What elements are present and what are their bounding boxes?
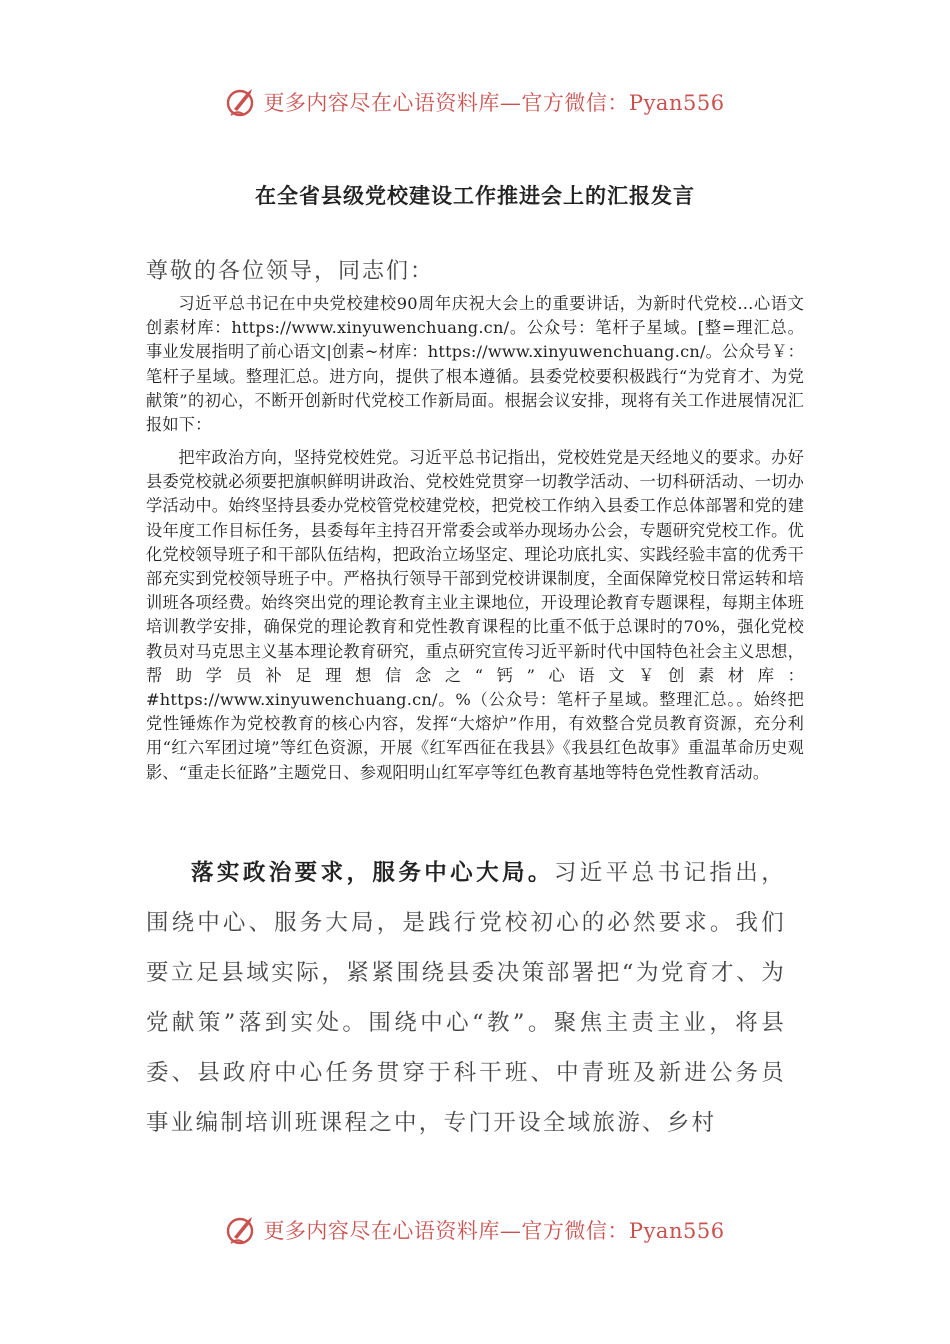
banner-text: 更多内容尽在心语资料库—官方微信：Pyan556 — [263, 91, 725, 115]
paragraph-3-body: 习近平总书记指出，围绕中心、服务大局，是践行党校初心的必然要求。我们要立足县域实际，紧紧围绕县委决策部署把“为党育才、为党献策”落到实处。围绕中心“教”。聚焦主责主业，将县委、县政府中心任务贯穿于科干班、中青班及新进公务员事业编制培训班课程之中，专门开设全域旅游、乡村 — [146, 860, 787, 1136]
footer-banner — [0, 1210, 950, 1250]
pen-circle-logo-icon — [225, 85, 259, 119]
pen-circle-logo-icon — [225, 1213, 259, 1247]
paragraph-2: 把牢政治方向，坚持党校姓党。习近平总书记指出，党校姓党是天经地义的要求。办好县委党校就必须要把旗帜鲜明讲政治、党校姓党贯穿一切教学活动、一切科研活动、一切办学活动中。始终坚持县委办党校管党校建党校，把党校工作纳入县委工作总体部署和党的建设年度工作目标任务，县委每年主持召开常委会或举办现场办公会，专题研究党校工作。优化党校领导班子和干部队伍结构，把政治立场坚定、理论功底扎实、实践经验丰富的优秀干部充实到党校领导班子中。严格执行领导干部到党校讲课制度，全面保障党校日常运转和培训班各项经费。始终突出党的理论教育主业主课地位，开设理论教育专题课程，每期主体班培训教学安排，确保党的理论教育和党性教育课程的比重不低于总课时的70%，强化党校教员对马克思主义基本理论教育研究，重点研究宣传习近平新时代中国特色社会主义思想，帮助学员补足理想信念之“钙”心语文￥创素材库：#https://www.xinyuwenchuang.cn/。%（公众号：笔杆子星域。整理汇总。。始终把党性锤炼作为党校教育的核心内容，发挥“大熔炉”作用，有效整合党员教育资源，充分利用“红六军团过境”等红色资源，开展《红军西征在我县》《我县红色故事》重温革命历史观影、“重走长征路”主题党日、参观阳明山红军亭等红色教育基地等特色党性教育活动。 — [146, 448, 804, 782]
banner-text: 更多内容尽在心语资料库—官方微信：Pyan556 — [263, 1219, 725, 1243]
paragraph-3-lead: 落实政治要求，服务中心大局。 — [191, 860, 554, 886]
salutation: 尊敬的各位领导，同志们： — [146, 259, 435, 284]
document-title: 在全省县级党校建设工作推进会上的汇报发言 — [255, 183, 695, 208]
header-banner — [0, 82, 950, 122]
paragraph-1: 习近平总书记在中央党校建校90周年庆祝大会上的重要讲话，为新时代党校…心语文创素材库：https://www.xinyuwenchuang.cn/。公众号：笔杆子星域。[整=理汇总。事业发展指明了前心语文|创素~材库：https://www.xinyuwenchuang.cn/。公众号￥：笔杆子星域。整理汇总。进方向，提供了根本遵循。县委党校要积极践行“为党育才、为党献策”的初心，不断开创新时代党校工作新局面。根据会议安排，现将有关工作进展情况汇报如下： — [146, 294, 804, 435]
paragraph-3 — [146, 848, 786, 1148]
